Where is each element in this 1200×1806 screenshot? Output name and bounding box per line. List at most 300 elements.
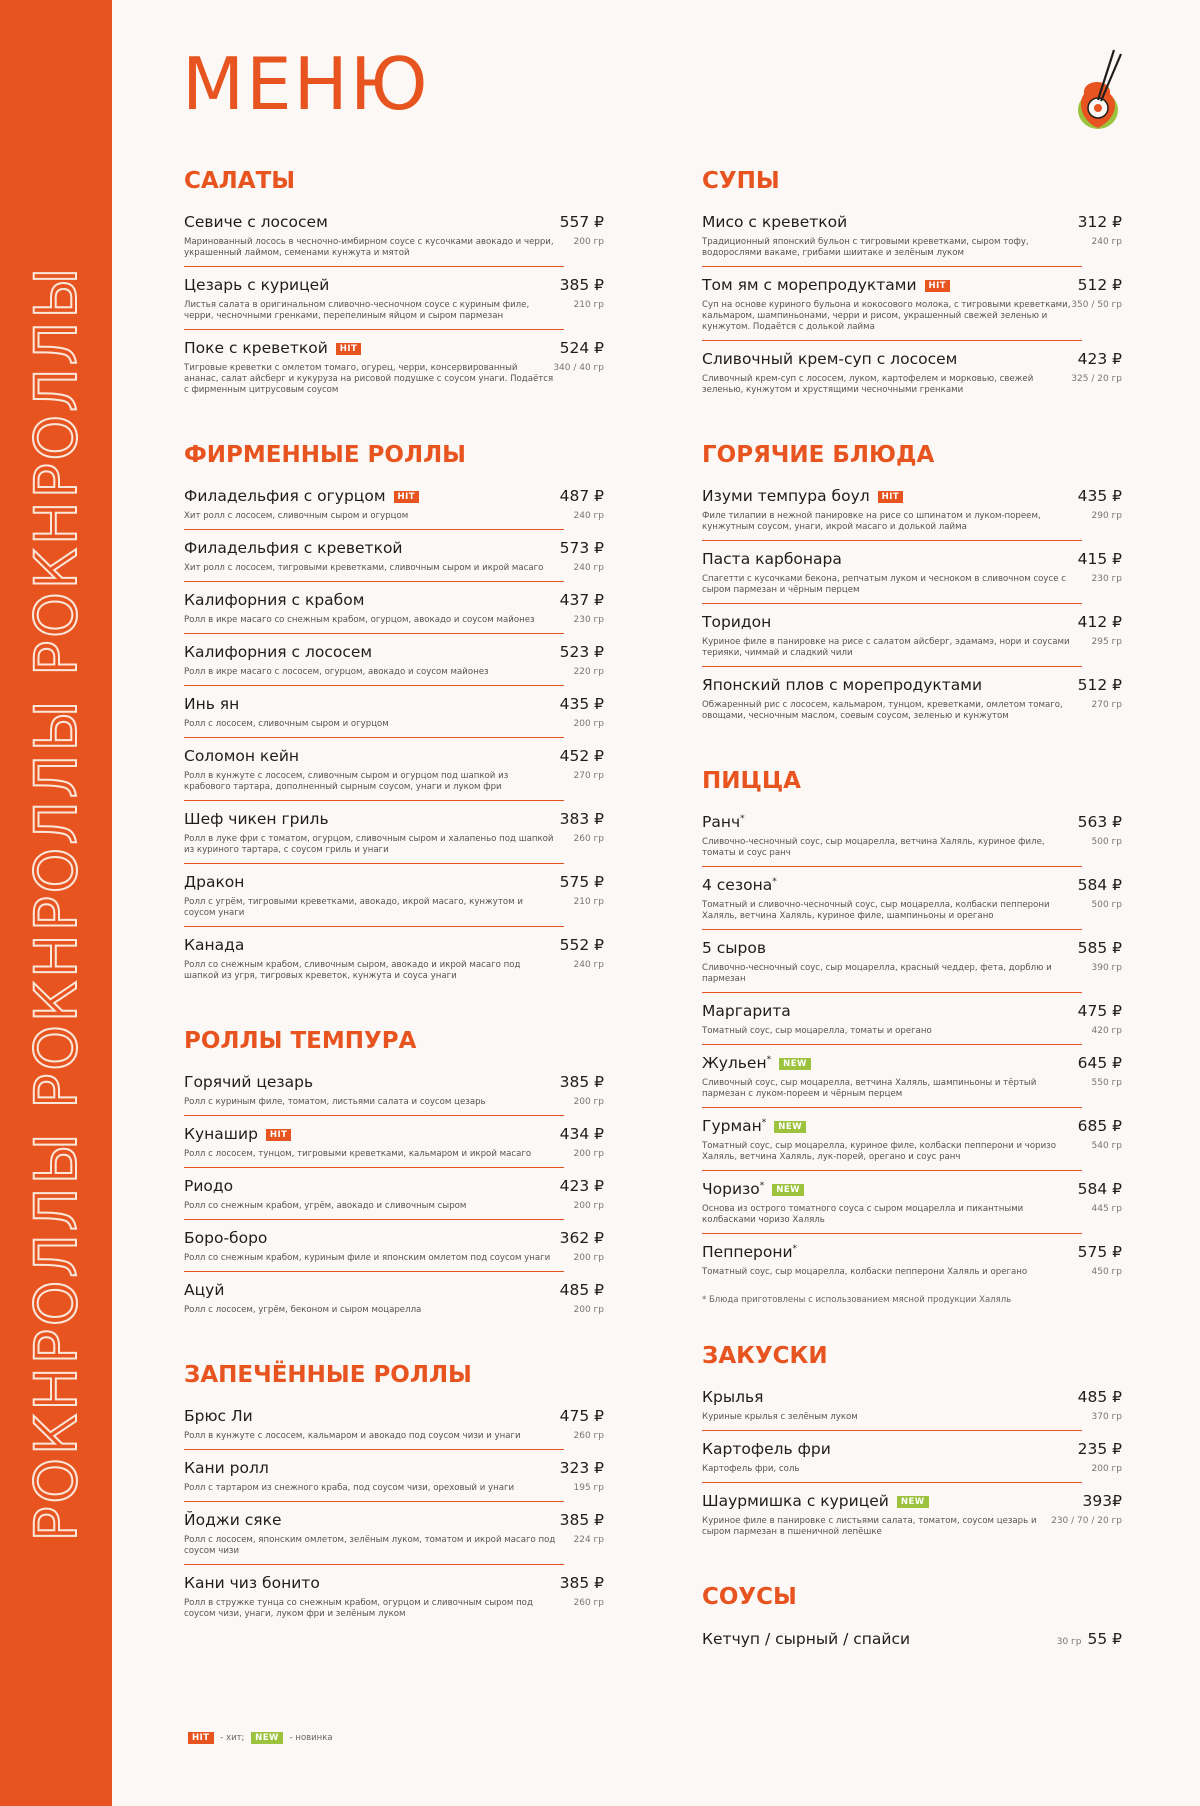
item-body — [702, 374, 1122, 396]
item-body — [702, 1204, 1122, 1226]
menu-item — [702, 276, 1122, 341]
item-price: 645 ₽ — [1077, 1054, 1122, 1072]
item-header — [184, 873, 604, 895]
item-price: 573 ₽ — [559, 539, 604, 557]
item-header — [702, 1440, 1122, 1462]
item-description: Сливочный крем-суп с лососем, луком, картофелем и морковью, свежей зеленью, кунжутом и хрустящими чесночными гренками — [702, 374, 1034, 395]
item-price: 575 ₽ — [559, 873, 604, 891]
menu-item — [184, 1459, 604, 1502]
item-name: Канада — [184, 936, 245, 954]
item-description: Основа из острого томатного соуса с сыром моцарелла и пикантными колбасками чоризо Халяль — [702, 1204, 1024, 1225]
item-description: Ролл с лососем, тунцом, тигровыми креветками, кальмаром и икрой масаго — [184, 1149, 532, 1159]
item-name: Торидон — [702, 613, 772, 631]
guitar-logo-icon — [1074, 48, 1126, 134]
item-price: 524 ₽ — [559, 339, 604, 357]
item-header — [702, 487, 1122, 509]
item-description: Куриное филе в панировке на рисе с салатом айсберг, эдамамэ, нори и соусами терияки, чиммай и сладкий чили — [702, 637, 1070, 658]
item-name: Чоризо — [702, 1180, 760, 1198]
item-name-group — [184, 1229, 267, 1247]
legend-new-badge: NEW — [251, 1732, 283, 1744]
item-body — [184, 363, 604, 396]
item-body — [702, 511, 1122, 533]
item-name: Кунашир — [184, 1125, 258, 1143]
item-name: Сливочный крем-суп с лососем — [702, 350, 958, 368]
item-price: 475 ₽ — [1077, 1002, 1122, 1020]
menu-section — [184, 1030, 604, 1324]
item-weight: 200 гр — [573, 1305, 604, 1315]
item-name: Мисо с креветкой — [702, 213, 848, 231]
item-weight: 550 гр — [1091, 1078, 1122, 1088]
item-name-group — [184, 747, 299, 765]
item-body — [702, 637, 1122, 659]
item-description: Куриные крылья с зелёным луком — [702, 1412, 858, 1422]
item-body — [184, 1483, 604, 1494]
menu-item — [184, 1125, 604, 1168]
item-body — [184, 563, 604, 574]
item-header — [184, 591, 604, 613]
item-name: Брюс Ли — [184, 1407, 253, 1425]
hit-badge: HIT — [925, 280, 951, 292]
menu-item — [184, 1073, 604, 1116]
item-name-group — [702, 1492, 929, 1510]
menu-item — [184, 487, 604, 530]
item-description: Ролл в кунжуте с лососем, сливочным сыром и огурцом под шапкой из крабового тартара, дополненный сырным соусом, унаги и луком фри — [184, 771, 509, 792]
halal-star: * — [740, 813, 745, 824]
item-weight: 500 гр — [1091, 837, 1122, 847]
item-description: Ролл со снежным крабом, сливочным сыром, авокадо и икрой масаго под шапкой из угря, тигровых креветок, кунжута и соуса унаги — [184, 960, 521, 981]
item-name: Поке с креветкой — [184, 339, 328, 357]
item-header — [702, 613, 1122, 635]
menu-item — [184, 1229, 604, 1272]
item-header — [184, 1574, 604, 1596]
item-description: Маринованный лосось в чесночно-имбирном соусе с кусочками авокадо и черри, украшенный лаймом, семенами кунжута и мятой — [184, 237, 554, 258]
item-body — [184, 1305, 604, 1316]
item-description: Сливочно-чесночный соус, сыр моцарелла, ветчина Халяль, куриное филе, томаты и соус ранч — [702, 837, 1045, 858]
menu-item — [702, 550, 1122, 604]
item-body — [184, 834, 604, 856]
halal-footnote: * Блюда приготовлены с использованием мясной продукции Халяль — [702, 1295, 1012, 1305]
item-header — [184, 213, 604, 235]
item-body — [702, 1078, 1122, 1100]
menu-item — [184, 1574, 604, 1628]
item-body — [184, 300, 604, 322]
item-price: 362 ₽ — [559, 1229, 604, 1247]
side-band — [0, 0, 112, 1806]
item-name-group — [184, 276, 329, 294]
item-header — [702, 1002, 1122, 1024]
item-body — [702, 1026, 1122, 1037]
menu-item — [184, 643, 604, 686]
item-body — [184, 771, 604, 793]
item-price: 385 ₽ — [559, 276, 604, 294]
item-name-group — [702, 876, 777, 894]
item-name-group — [184, 591, 364, 609]
item-price: 55 ₽ — [1087, 1630, 1122, 1648]
item-price: 423 ₽ — [559, 1177, 604, 1195]
item-description: Сливочно-чесночный соус, сыр моцарелла, красный чеддер, фета, дорблю и пармезан — [702, 963, 1052, 984]
item-description: Филе тилапии в нежной панировке на рисе со шпинатом и луком-пореем, кунжутным соусом, унаги, икрой масаго и долькой лайма — [702, 511, 1041, 532]
menu-item — [184, 1407, 604, 1450]
item-body — [184, 897, 604, 919]
item-price: 552 ₽ — [559, 936, 604, 954]
item-name-group — [184, 1073, 313, 1091]
item-header — [702, 550, 1122, 572]
item-price: 415 ₽ — [1077, 550, 1122, 568]
section-title: РОЛЛЫ ТЕМПУРА — [184, 1028, 417, 1054]
item-description: Хит ролл с лососем, тигровыми креветками, сливочным сыром и икрой масаго — [184, 563, 544, 573]
item-price: 435 ₽ — [1077, 487, 1122, 505]
item-name: Цезарь с курицей — [184, 276, 330, 294]
menu-item — [702, 676, 1122, 730]
item-body — [702, 1464, 1122, 1475]
item-price: 435 ₽ — [559, 695, 604, 713]
item-header — [702, 1492, 1122, 1514]
hit-badge: HIT — [266, 1129, 292, 1141]
item-header — [184, 1407, 604, 1429]
item-body — [184, 719, 604, 730]
item-header — [184, 487, 604, 509]
menu-section — [702, 1345, 1122, 1546]
menu-item — [184, 936, 604, 990]
item-name: Том ям с морепродуктами — [702, 276, 917, 294]
menu-item — [702, 1243, 1122, 1286]
item-price: 685 ₽ — [1077, 1117, 1122, 1135]
item-weight: 420 гр — [1091, 1026, 1122, 1036]
item-name-group — [702, 350, 957, 368]
item-header — [184, 276, 604, 298]
item-description: Томатный соус, сыр моцарелла, томаты и орегано — [702, 1026, 932, 1036]
item-weight: 200 гр — [1091, 1464, 1122, 1474]
menu-item — [702, 613, 1122, 667]
legend — [188, 1732, 337, 1744]
item-description: Ролл в икре масаго со снежным крабом, огурцом, авокадо и соусом майонез — [184, 615, 535, 625]
menu-item — [702, 487, 1122, 541]
item-name: Дракон — [184, 873, 245, 891]
item-name: Филадельфия с креветкой — [184, 539, 403, 557]
item-body — [702, 963, 1122, 985]
item-name-group — [184, 695, 239, 713]
menu-item — [184, 695, 604, 738]
item-description: Тигровые креветки с омлетом томаго, огурец, черри, консервированный ананас, салат айсберг и кукуруза на рисовой подушке с соусом унаги. Подаётся с фирменным цитрусовым соусом — [184, 363, 554, 395]
item-price: 475 ₽ — [559, 1407, 604, 1425]
menu-section — [702, 770, 1122, 1305]
item-body — [702, 1267, 1122, 1278]
item-name-group — [184, 1177, 233, 1195]
item-weight: 200 гр — [573, 719, 604, 729]
menu-section — [184, 170, 604, 404]
item-name-group — [702, 813, 745, 831]
item-name-group — [184, 1574, 320, 1592]
menu-section — [702, 1586, 1122, 1656]
item-header — [702, 350, 1122, 372]
item-price: 393₽ — [1082, 1492, 1122, 1510]
new-badge: NEW — [774, 1121, 806, 1133]
item-description: Картофель фри, соль — [702, 1464, 800, 1474]
item-name-group — [702, 939, 766, 957]
item-name-group — [184, 873, 244, 891]
item-weight: 200 гр — [573, 237, 604, 247]
hit-badge: HIT — [336, 343, 362, 355]
item-body — [702, 574, 1122, 596]
item-name: Кани ролл — [184, 1459, 269, 1477]
item-header — [184, 747, 604, 769]
item-price: 512 ₽ — [1077, 276, 1122, 294]
menu-item — [184, 276, 604, 330]
item-name-group — [702, 1117, 806, 1135]
item-name: Соломон кейн — [184, 747, 300, 765]
item-description: Куриное филе в панировке с листьями салата, томатом, соусом цезарь и сыром пармезан в пшеничной лепёшке — [702, 1516, 1037, 1537]
item-price: 575 ₽ — [1077, 1243, 1122, 1261]
item-description: Сливочный соус, сыр моцарелла, ветчина Халяль, шампиньоны и тёртый пармезан с луком-пореем и чёрным перцем — [702, 1078, 1037, 1099]
item-name-group — [702, 1440, 831, 1458]
new-badge: NEW — [772, 1184, 804, 1196]
item-weight: 240 гр — [573, 511, 604, 521]
item-description: Ролл в кунжуте с лососем, кальмаром и авокадо под соусом чизи и унаги — [184, 1431, 521, 1441]
menu-item — [184, 747, 604, 801]
item-name: 4 сезона — [702, 876, 773, 894]
item-weight: 240 гр — [573, 563, 604, 573]
menu-item — [702, 1440, 1122, 1483]
item-weight: 290 гр — [1091, 511, 1122, 521]
item-weight: 260 гр — [573, 1431, 604, 1441]
item-header — [702, 939, 1122, 961]
item-price: 584 ₽ — [1077, 876, 1122, 894]
item-name-group — [184, 810, 329, 828]
item-price: 585 ₽ — [1077, 939, 1122, 957]
item-name: Картофель фри — [702, 1440, 831, 1458]
halal-star: * — [792, 1243, 798, 1254]
legend-new-text: - новинка — [289, 1733, 333, 1743]
item-weight: 230 / 70 / 20 гр — [1051, 1516, 1122, 1526]
item-description: Традиционный японский бульон с тигровыми креветками, сыром тофу, водорослями вакаме, грибами шиитаке и зелёным луком — [702, 237, 1029, 258]
item-header — [184, 810, 604, 832]
item-name: Калифорния с лососем — [184, 643, 373, 661]
item-description: Ролл с лососем, угрём, беконом и сыром моцарелла — [184, 1305, 422, 1315]
item-body — [184, 1097, 604, 1108]
item-weight: 200 гр — [573, 1201, 604, 1211]
item-weight: 195 гр — [573, 1483, 604, 1493]
item-name: Пепперони — [702, 1243, 793, 1261]
item-weight: 220 гр — [573, 667, 604, 677]
item-header — [702, 1388, 1122, 1410]
item-name: Йоджи сяке — [184, 1511, 282, 1529]
hit-badge: HIT — [878, 491, 904, 503]
menu-item — [702, 939, 1122, 993]
item-description: Ролл со снежным крабом, куриным филе и японским омлетом под соусом унаги — [184, 1253, 551, 1263]
item-header — [702, 1117, 1122, 1139]
halal-star: * — [759, 1180, 765, 1191]
menu-item — [184, 1177, 604, 1220]
item-name-group — [184, 339, 361, 357]
menu-item — [184, 339, 604, 404]
item-description: Спагетти с кусочками бекона, репчатым луком и чесноком в сливочном соусе с сыром пармезан и чёрным перцем — [702, 574, 1066, 595]
item-weight: 270 гр — [573, 771, 604, 781]
item-name-group — [702, 613, 771, 631]
item-name: Паста карбонара — [702, 550, 842, 568]
item-name: Изуми темпура боул — [702, 487, 870, 505]
item-name-group — [702, 1388, 763, 1406]
item-name-group — [702, 213, 847, 231]
item-header — [184, 1229, 604, 1251]
item-description: Томатный и сливочно-чесночный соус, сыр моцарелла, колбаски пепперони Халяль, ветчина Халяль, куриное филе, шампиньоны и орегано — [702, 900, 1050, 921]
menu-item — [702, 1054, 1122, 1108]
halal-star: * — [761, 1117, 767, 1128]
item-weight: 200 гр — [573, 1149, 604, 1159]
item-body — [184, 1201, 604, 1212]
item-price: 412 ₽ — [1077, 613, 1122, 631]
item-name: Ранч — [702, 813, 741, 831]
item-price: 323 ₽ — [559, 1459, 604, 1477]
item-name: Жульен — [702, 1054, 767, 1072]
item-price: 385 ₽ — [559, 1511, 604, 1529]
right-column — [702, 170, 1122, 1696]
item-description: Ролл в икре масаго с лососем, огурцом, авокадо и соусом майонез — [184, 667, 489, 677]
item-body — [702, 837, 1122, 859]
item-name-group — [702, 1054, 811, 1072]
section-title: ЗАКУСКИ — [702, 1343, 828, 1369]
item-name-group — [702, 1002, 791, 1020]
item-weight: 450 гр — [1091, 1267, 1122, 1277]
menu-item — [702, 876, 1122, 930]
item-description: Ролл со снежным крабом, угрём, авокадо и сливочным сыром — [184, 1201, 467, 1211]
item-body — [702, 1412, 1122, 1423]
item-weight: 500 гр — [1091, 900, 1122, 910]
item-description: Ролл с лососем, сливочным сыром и огурцом — [184, 719, 389, 729]
item-body — [184, 237, 604, 259]
item-price: 584 ₽ — [1077, 1180, 1122, 1198]
menu-item — [702, 1629, 1122, 1656]
menu-item — [702, 350, 1122, 404]
item-header — [184, 1281, 604, 1303]
item-header — [184, 1177, 604, 1199]
item-weight: 295 гр — [1091, 637, 1122, 647]
item-description: Хит ролл с лососем, сливочным сыром и огурцом — [184, 511, 409, 521]
item-price: 485 ₽ — [559, 1281, 604, 1299]
item-name-group — [184, 213, 328, 231]
legend-hit-badge: HIT — [188, 1732, 214, 1744]
item-header — [702, 276, 1122, 298]
item-name: Кани чиз бонито — [184, 1574, 320, 1592]
item-price: 557 ₽ — [559, 213, 604, 231]
item-weight: 240 гр — [573, 960, 604, 970]
item-name: Севиче с лососем — [184, 213, 328, 231]
item-price: 434 ₽ — [559, 1125, 604, 1143]
item-weight: 350 / 50 гр — [1071, 300, 1122, 310]
item-weight: 270 гр — [1091, 700, 1122, 710]
menu-item — [184, 1281, 604, 1324]
item-body — [702, 300, 1122, 333]
item-name: Шаурмишка с курицей — [702, 1492, 889, 1510]
item-description: Ролл в стружке тунца со снежным крабом, огурцом и сливочным сыром под соусом чизи, унаги, луком фри и зелёным луком — [184, 1598, 533, 1619]
item-name-group — [184, 1407, 253, 1425]
item-name: Инь ян — [184, 695, 240, 713]
menu-item — [702, 813, 1122, 867]
menu-section — [184, 1364, 604, 1628]
item-weight: 370 гр — [1091, 1412, 1122, 1422]
item-description: Ролл с лососем, японским омлетом, зелёным луком, томатом и икрой масаго под соусом чизи — [184, 1535, 556, 1556]
menu-item — [702, 1180, 1122, 1234]
new-badge: NEW — [897, 1496, 929, 1508]
item-price: 385 ₽ — [559, 1574, 604, 1592]
item-name: Крылья — [702, 1388, 764, 1406]
item-description: Суп на основе куриного бульона и кокосового молока, с тигровыми креветками, кальмаром, шампиньонами, черри и рисом, украшенный свежей зеленью и кунжутом. Подаётся с долькой лайма — [702, 300, 1071, 332]
item-description: Ролл с куриным филе, томатом, листьями салата и соусом цезарь — [184, 1097, 486, 1107]
item-weight: 200 гр — [573, 1097, 604, 1107]
item-weight: 30 гр — [1056, 1637, 1082, 1647]
item-price: 485 ₽ — [1077, 1388, 1122, 1406]
item-body — [702, 237, 1122, 259]
menu-item — [184, 539, 604, 582]
item-name: Гурман — [702, 1117, 762, 1135]
side-band-text: РОКНРОЛЛЫ РОКНРОЛЛЫ РОКНРОЛЛЫ — [22, 264, 90, 1542]
item-price: 235 ₽ — [1077, 1440, 1122, 1458]
item-description: Ролл с угрём, тигровыми креветками, авокадо, икрой масаго, кунжутом и соусом унаги — [184, 897, 523, 918]
item-name: Кетчуп / сырный / спайси — [702, 1630, 911, 1648]
item-name-group — [702, 487, 903, 505]
item-description: Листья салата в оригинальном сливочно-чесночном соусе с куриным филе, черри, чесночными гренками, перепелиным яйцом и сыром пармезан — [184, 300, 530, 321]
item-weight: 260 гр — [573, 1598, 604, 1608]
section-title: ФИРМЕННЫЕ РОЛЛЫ — [184, 442, 467, 468]
sauce-row — [702, 1629, 1122, 1648]
item-name: Боро-боро — [184, 1229, 268, 1247]
menu-item — [702, 1388, 1122, 1431]
item-header — [184, 1125, 604, 1147]
section-title: ПИЦЦА — [702, 768, 801, 794]
item-name-group — [184, 643, 372, 661]
item-name-group — [702, 550, 842, 568]
item-price: 383 ₽ — [559, 810, 604, 828]
item-price: 437 ₽ — [559, 591, 604, 609]
legend-hit-text: - хит; — [220, 1733, 245, 1743]
item-body — [702, 1516, 1122, 1538]
menu-item — [184, 1511, 604, 1565]
item-header — [184, 695, 604, 717]
menu-item — [702, 213, 1122, 267]
item-weight: 340 / 40 гр — [553, 363, 604, 373]
item-weight: 210 гр — [573, 300, 604, 310]
section-title: СУПЫ — [702, 168, 780, 194]
item-weight: 260 гр — [573, 834, 604, 844]
item-weight: 224 гр — [573, 1535, 604, 1545]
item-header — [702, 213, 1122, 235]
item-header — [702, 676, 1122, 698]
new-badge: NEW — [779, 1058, 811, 1070]
halal-star: * — [766, 1054, 772, 1065]
item-body — [184, 1598, 604, 1620]
menu-item — [702, 1117, 1122, 1171]
menu-item — [702, 1002, 1122, 1045]
item-description: Обжаренный рис с лососем, кальмаром, тунцом, креветками, омлетом томаго, овощами, чесночным маслом, соевым соусом, зеленью и кунжутом — [702, 700, 1063, 721]
menu-item — [184, 213, 604, 267]
menu-item — [184, 873, 604, 927]
menu-section — [702, 444, 1122, 730]
item-name: Риодо — [184, 1177, 234, 1195]
item-price: 523 ₽ — [559, 643, 604, 661]
left-column — [184, 170, 604, 1668]
section-title: САЛАТЫ — [184, 168, 296, 194]
item-name: Ацуй — [184, 1281, 225, 1299]
halal-star: * — [772, 876, 777, 887]
item-name-group — [184, 539, 403, 557]
item-name-group — [702, 1180, 804, 1198]
section-title: ЗАПЕЧЁННЫЕ РОЛЛЫ — [184, 1362, 472, 1388]
item-name-group — [702, 1243, 797, 1261]
item-header — [702, 876, 1122, 898]
item-body — [184, 1535, 604, 1557]
item-body — [702, 900, 1122, 922]
item-weight: 445 гр — [1091, 1204, 1122, 1214]
item-body — [184, 1431, 604, 1442]
